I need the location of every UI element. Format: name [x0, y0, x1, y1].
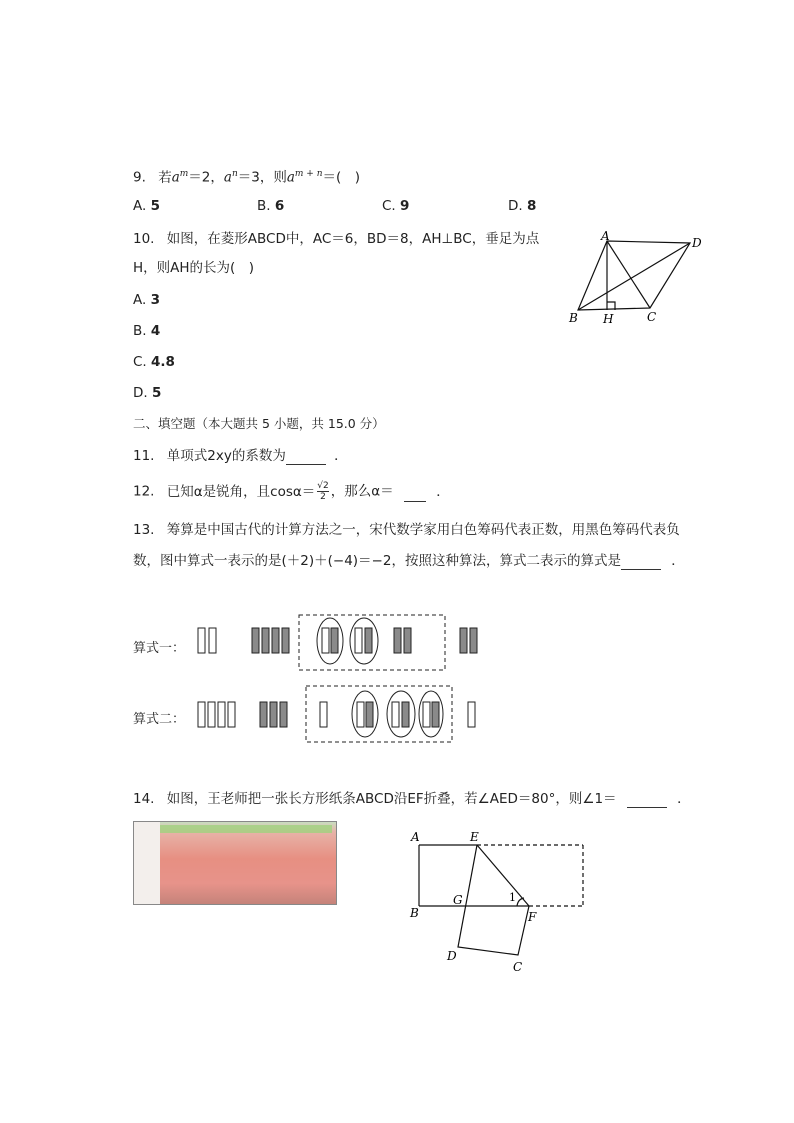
label-d: D [692, 236, 702, 250]
answer-blank[interactable] [404, 487, 426, 502]
black-rod [282, 628, 289, 653]
q10-line1 [133, 230, 539, 248]
black-rod [402, 702, 409, 727]
option-key: D. [508, 198, 523, 214]
q10-option-b[interactable] [133, 322, 160, 340]
q10-option-d[interactable] [133, 384, 161, 402]
q12-text: 已知α是锐角，且cosα＝ [166, 483, 316, 500]
white-rod [198, 628, 205, 653]
option-key: C. [133, 354, 147, 370]
equation-one-label: 算式一： [133, 641, 186, 656]
label-c: C [647, 310, 657, 324]
black-rod [394, 628, 401, 653]
q9-expr1-exp: m [179, 169, 189, 179]
q9-expr1-base: a [171, 169, 180, 186]
q14-end: ． [677, 791, 691, 807]
label-f: F [528, 910, 537, 924]
diagonal-bd [578, 243, 690, 310]
white-rod [209, 628, 216, 653]
q13-number: 13. [133, 522, 155, 538]
q11-number: 11. [133, 448, 155, 464]
q9-expr2-base: a [223, 169, 232, 186]
white-rod [320, 702, 327, 727]
option-key: B. [133, 323, 147, 339]
q13-text-line2: 数，图中算式一表示的是(＋2)＋(−4)＝−2，按照这种算法，算式二表示的算式是 [133, 553, 621, 569]
option-key: B. [257, 198, 271, 214]
option-value: 4.8 [151, 354, 175, 370]
black-rod [252, 628, 259, 653]
black-rod [331, 628, 338, 653]
black-rod [270, 702, 277, 727]
white-rod [392, 702, 399, 727]
q9-option-b[interactable] [257, 197, 284, 215]
white-rod [208, 702, 215, 727]
black-rod [460, 628, 467, 653]
q14-text: 如图，王老师把一张长方形纸条ABCD沿EF折叠，若∠AED＝80°，则∠1＝ [166, 791, 617, 807]
label-d: D [447, 949, 457, 963]
q14-number: 14. [133, 791, 155, 807]
photo-white-edge [134, 822, 160, 904]
label-a: A [411, 830, 420, 844]
label-c: C [513, 960, 523, 974]
section-title: 二、填空题（本大题共 5 小题，共 15.0 分） [133, 416, 385, 431]
q9-expr3-exp: m + n [294, 169, 323, 179]
q9-expr3-val: ＝( ) [322, 169, 361, 186]
rhombus-figure [560, 228, 700, 328]
q12-number: 12. [133, 483, 155, 500]
q9-text: 若 [158, 169, 172, 186]
black-rod [262, 628, 269, 653]
white-rod [322, 628, 329, 653]
label-b: B [410, 906, 419, 920]
q9-stem [133, 165, 360, 187]
pair-circle [352, 691, 378, 737]
q9-expr2-val: ＝3，则 [237, 169, 287, 186]
option-value: 9 [400, 198, 410, 214]
option-value: 6 [274, 198, 285, 214]
q9-option-d[interactable] [508, 197, 536, 215]
fraction-numerator: √2 [317, 481, 329, 491]
label-angle-1: 1 [509, 891, 516, 904]
white-rod [423, 702, 430, 727]
option-value: 5 [151, 385, 162, 401]
q12-stem [133, 481, 450, 502]
option-value: 3 [150, 292, 160, 308]
q11-text: 单项式2xy的系数为 [166, 448, 286, 464]
folded-part [458, 845, 529, 955]
q9-option-a[interactable] [133, 197, 160, 215]
white-rod [198, 702, 205, 727]
q13-line2 [133, 552, 685, 570]
pair-circle [350, 618, 378, 664]
q13-end: ． [671, 553, 685, 569]
q9-option-c[interactable] [382, 197, 409, 215]
option-key: C. [382, 198, 396, 214]
fraction [317, 481, 328, 502]
q10-option-c[interactable] [133, 353, 175, 371]
q13-line1 [133, 521, 680, 539]
black-rod [272, 628, 279, 653]
black-rod [366, 702, 373, 727]
photo-green-band [160, 825, 332, 833]
q10-number: 10. [133, 231, 155, 247]
answer-blank[interactable] [621, 555, 661, 570]
label-e: E [470, 830, 479, 844]
black-rod [432, 702, 439, 727]
option-key: A. [133, 198, 147, 214]
white-rod [357, 702, 364, 727]
q10-line2: H，则AH的长为( ) [133, 260, 255, 276]
black-rod [365, 628, 372, 653]
q12-text-post: ，那么α＝ [330, 483, 394, 500]
option-value: 5 [150, 198, 160, 214]
fold-line-ef [477, 845, 529, 906]
option-value: 4 [150, 323, 161, 339]
black-rod [260, 702, 267, 727]
label-h: H [603, 312, 614, 326]
label-g: G [453, 893, 463, 907]
option-key: A. [133, 292, 147, 308]
answer-blank[interactable] [627, 793, 667, 808]
label-b: B [569, 311, 578, 325]
q11-stem [133, 447, 348, 465]
option-value: 8 [526, 198, 537, 214]
white-rod [468, 702, 475, 727]
q10-text-line1: 如图，在菱形ABCD中，AC＝6，BD＝8，AH⊥BC，垂足为点 [166, 231, 540, 247]
q10-option-a[interactable] [133, 291, 160, 309]
answer-blank[interactable] [286, 450, 326, 465]
black-rod [470, 628, 477, 653]
pair-circle [387, 691, 415, 737]
q11-end: ． [334, 448, 348, 464]
q14-stem [133, 790, 691, 808]
label-a: A [601, 229, 610, 243]
q12-end: ． [436, 483, 450, 500]
q9-number: 9. [133, 169, 146, 186]
fraction-denominator: 2 [320, 492, 326, 502]
q9-expr2-exp: n [231, 169, 238, 179]
black-rod [280, 702, 287, 727]
q9-expr1-val: ＝2， [188, 169, 224, 186]
folding-figure [405, 825, 595, 985]
pair-circle [317, 618, 343, 664]
q9-expr3-base: a [286, 169, 295, 186]
equation-two-label: 算式二： [133, 712, 186, 727]
paper-strip-photo [133, 821, 337, 905]
white-rod [355, 628, 362, 653]
option-key: D. [133, 385, 148, 401]
white-rod [218, 702, 225, 727]
q13-text-line1: 筹算是中国古代的计算方法之一，宋代数学家用白色筹码代表正数，用黑色筹码代表负 [166, 522, 680, 538]
counting-rods-figure [190, 610, 490, 750]
diagonal-ac [607, 241, 650, 308]
white-rod [228, 702, 235, 727]
black-rod [404, 628, 411, 653]
